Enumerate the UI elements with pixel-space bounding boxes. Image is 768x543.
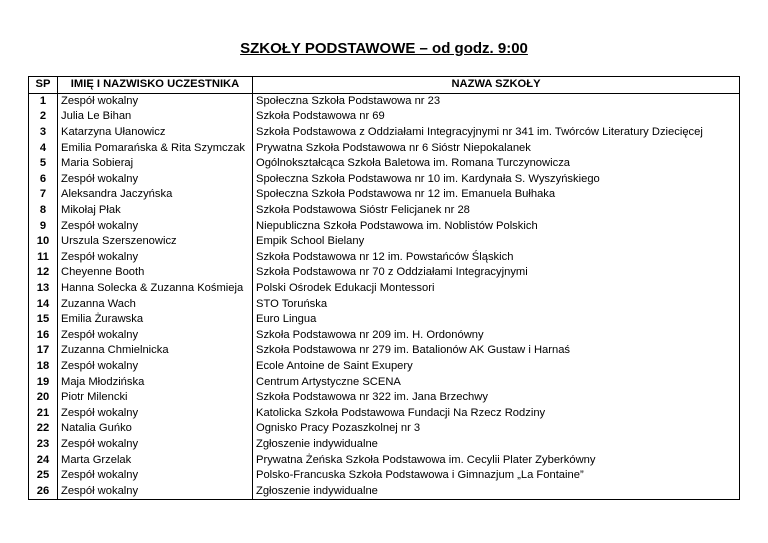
participant-name: Cheyenne Booth [58,265,253,281]
participant-name: Zespół wokalny [58,405,253,421]
row-number: 10 [29,234,58,250]
row-number: 9 [29,218,58,234]
table-row [29,125,740,141]
participant-name: Urszula Szerszenowicz [58,234,253,250]
table-row [29,265,740,281]
table-row [29,156,740,172]
row-number: 2 [29,109,58,125]
row-number: 11 [29,250,58,266]
school-name: Ognisko Pracy Pozaszkolnej nr 3 [253,421,740,437]
row-number: 26 [29,483,58,499]
participant-name: Zespół wokalny [58,328,253,344]
table-row [29,109,740,125]
table-row [29,328,740,344]
table-row [29,140,740,156]
row-number: 4 [29,140,58,156]
row-number: 19 [29,374,58,390]
school-name: Szkoła Podstawowa nr 70 z Oddziałami Integracyjnymi [253,265,740,281]
school-name: Prywatna Żeńska Szkoła Podstawowa im. Cecylii Plater Zyberkówny [253,452,740,468]
table-row [29,250,740,266]
participant-name: Zespół wokalny [58,172,253,188]
table-row [29,468,740,484]
table-row [29,421,740,437]
school-name: Ogólnokształcąca Szkoła Baletowa im. Romana Turczynowicza [253,156,740,172]
school-name: Szkoła Podstawowa nr 12 im. Powstańców Śląskich [253,250,740,266]
participant-name: Maria Sobieraj [58,156,253,172]
participant-name: Maja Młodzińska [58,374,253,390]
table-row [29,234,740,250]
school-name: Ecole Antoine de Saint Exupery [253,359,740,375]
participant-name: Zespół wokalny [58,218,253,234]
row-number: 17 [29,343,58,359]
school-name: Niepubliczna Szkoła Podstawowa im. Noblistów Polskich [253,218,740,234]
participant-name: Julia Le Bihan [58,109,253,125]
participant-name: Natalia Guńko [58,421,253,437]
header-participant-name: IMIĘ I NAZWISKO UCZESTNIKA [58,77,253,94]
table-row [29,390,740,406]
row-number: 8 [29,203,58,219]
table-row [29,437,740,453]
school-name: Społeczna Szkoła Podstawowa nr 12 im. Emanuela Bułhaka [253,187,740,203]
participant-name: Piotr Milencki [58,390,253,406]
school-name: Euro Lingua [253,312,740,328]
row-number: 22 [29,421,58,437]
participant-name: Zuzanna Chmielnicka [58,343,253,359]
table-row [29,359,740,375]
school-name: Szkoła Podstawowa nr 69 [253,109,740,125]
table-row [29,93,740,109]
participant-name: Mikołaj Płak [58,203,253,219]
school-name: Katolicka Szkoła Podstawowa Fundacji Na Rzecz Rodziny [253,405,740,421]
school-name: Centrum Artystyczne SCENA [253,374,740,390]
school-name: Zgłoszenie indywidualne [253,483,740,499]
participant-name: Katarzyna Ułanowicz [58,125,253,141]
school-name: Prywatna Szkoła Podstawowa nr 6 Sióstr Niepokalanek [253,140,740,156]
participant-name: Zespół wokalny [58,250,253,266]
row-number: 7 [29,187,58,203]
header-school-name: NAZWA SZKOŁY [253,77,740,94]
school-name: Empik School Bielany [253,234,740,250]
header-sp: SP [29,77,58,94]
school-name: Polsko-Francuska Szkoła Podstawowa i Gimnazjum „La Fontaine” [253,468,740,484]
school-name: Społeczna Szkoła Podstawowa nr 10 im. Kardynała S. Wyszyńskiego [253,172,740,188]
table-row [29,405,740,421]
participant-name: Emilia Pomarańska & Rita Szymczak [58,140,253,156]
row-number: 12 [29,265,58,281]
table-row [29,172,740,188]
table-row [29,483,740,499]
school-name: Szkoła Podstawowa Sióstr Felicjanek nr 28 [253,203,740,219]
participants-table [28,76,740,500]
table-row [29,374,740,390]
participant-name: Hanna Solecka & Zuzanna Kośmieja [58,281,253,297]
row-number: 18 [29,359,58,375]
table-row [29,343,740,359]
table-row [29,452,740,468]
row-number: 16 [29,328,58,344]
participant-name: Zespół wokalny [58,437,253,453]
table-row [29,312,740,328]
participant-name: Zespół wokalny [58,93,253,109]
participant-name: Emilia Żurawska [58,312,253,328]
row-number: 5 [29,156,58,172]
school-name: Społeczna Szkoła Podstawowa nr 23 [253,93,740,109]
school-name: Szkoła Podstawowa nr 279 im. Batalionów AK Gustaw i Harnaś [253,343,740,359]
table-row [29,296,740,312]
table-row [29,281,740,297]
row-number: 15 [29,312,58,328]
table-body [29,93,740,499]
school-name: STO Toruńska [253,296,740,312]
school-name: Szkoła Podstawowa nr 209 im. H. Ordonówny [253,328,740,344]
participant-name: Zuzanna Wach [58,296,253,312]
school-name: Szkoła Podstawowa z Oddziałami Integracyjnymi nr 341 im. Twórców Literatury Dziecięcej [253,125,740,141]
table-row [29,203,740,219]
row-number: 6 [29,172,58,188]
row-number: 20 [29,390,58,406]
participant-name: Zespół wokalny [58,359,253,375]
table-row [29,187,740,203]
row-number: 25 [29,468,58,484]
row-number: 21 [29,405,58,421]
table-row [29,218,740,234]
participant-name: Marta Grzelak [58,452,253,468]
participant-name: Aleksandra Jaczyńska [58,187,253,203]
page-title: SZKOŁY PODSTAWOWE – od godz. 9:00 [240,40,528,57]
school-name: Polski Ośrodek Edukacji Montessori [253,281,740,297]
school-name: Szkoła Podstawowa nr 322 im. Jana Brzechwy [253,390,740,406]
school-name: Zgłoszenie indywidualne [253,437,740,453]
table-header-row [29,77,740,94]
row-number: 24 [29,452,58,468]
participant-name: Zespół wokalny [58,468,253,484]
row-number: 14 [29,296,58,312]
row-number: 1 [29,93,58,109]
row-number: 3 [29,125,58,141]
row-number: 23 [29,437,58,453]
row-number: 13 [29,281,58,297]
participant-name: Zespół wokalny [58,483,253,499]
